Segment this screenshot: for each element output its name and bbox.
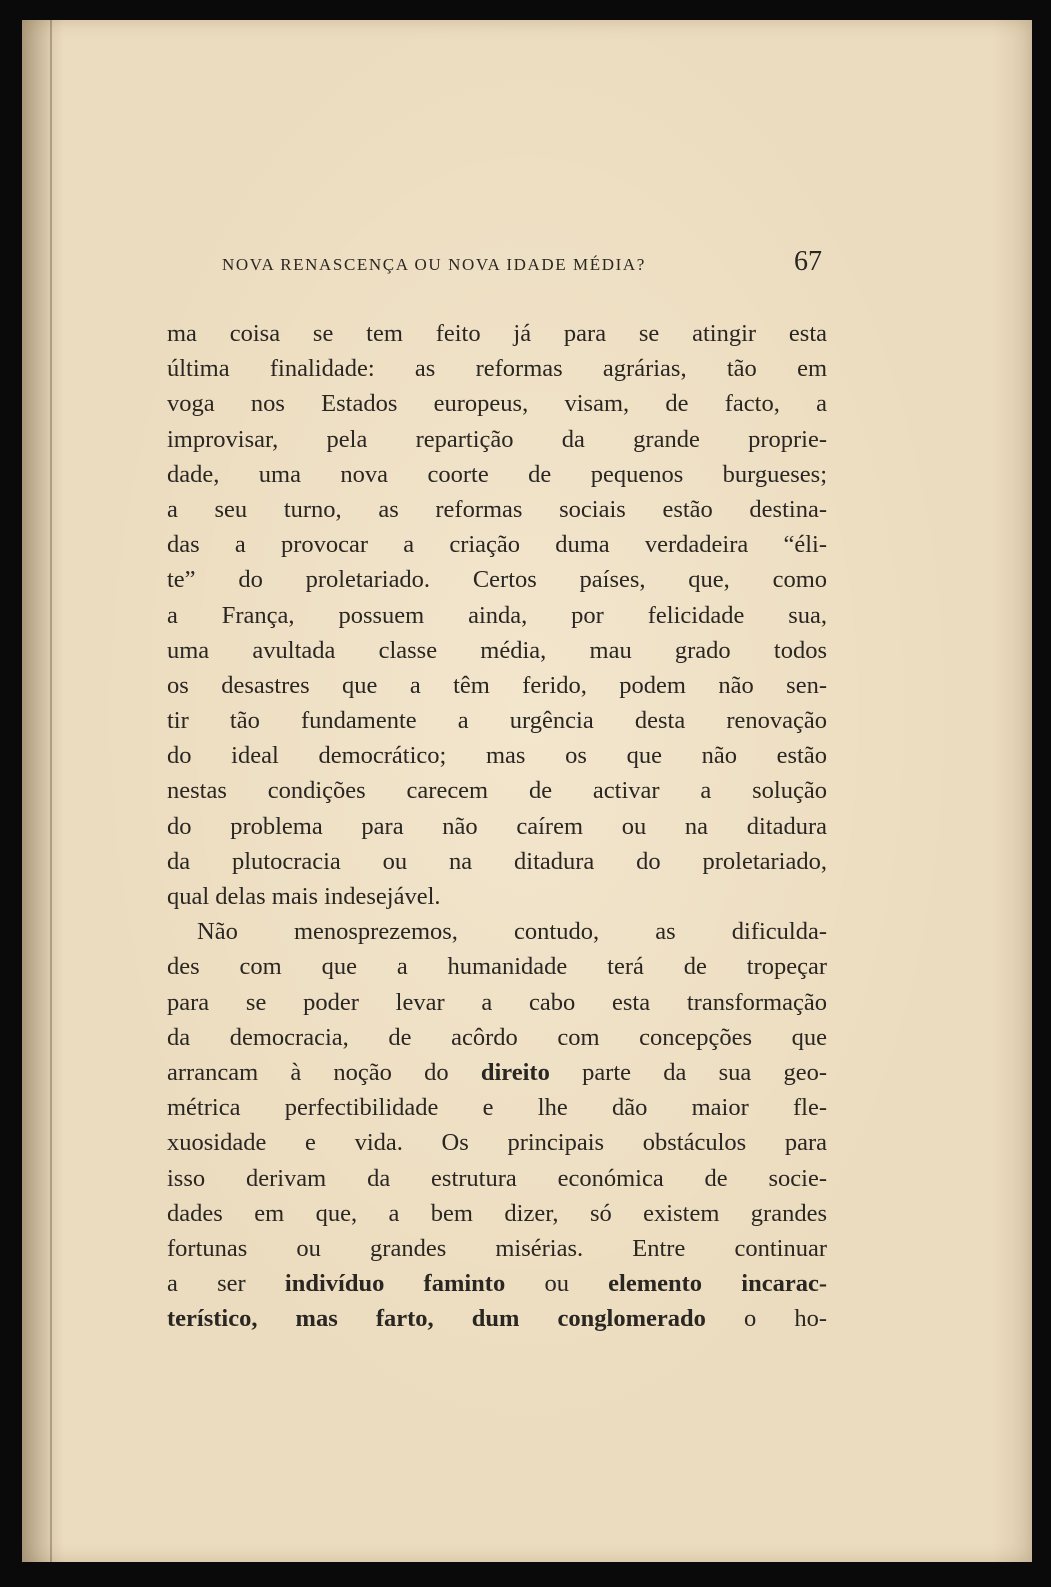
- text-line: xuosidade e vida. Os principais obstáculos para: [167, 1129, 827, 1157]
- text-line: métrica perfectibilidade e lhe dão maior fle-: [167, 1094, 827, 1122]
- text-line: das a provocar a criação duma verdadeira “éli-: [167, 531, 827, 559]
- paragraph-end-line: qual delas mais indesejável.: [167, 883, 441, 910]
- text-line: para se poder levar a cabo esta transformação: [167, 988, 827, 1016]
- page-gutter: [22, 20, 64, 1562]
- line-text: a ser: [167, 1270, 285, 1298]
- text-line: última finalidade: as reformas agrárias, tão em: [167, 355, 827, 383]
- text-line: ma coisa se tem feito já para se atingir esta: [167, 320, 827, 347]
- text-line: dade, uma nova coorte de pequenos burgueses;: [167, 460, 827, 488]
- text-line: nestas condições carecem de activar a solução: [167, 777, 827, 805]
- text-line: a seu turno, as reformas sociais estão destina-: [167, 495, 827, 523]
- text-line-with-bold: [167, 1266, 827, 1301]
- text-line: isso derivam da estrutura económica de socie-: [167, 1164, 827, 1192]
- body-text: [167, 316, 827, 1336]
- bold-term: elemento incarac-: [608, 1270, 827, 1298]
- running-title: NOVA RENASCENÇA OU NOVA IDADE MÉDIA?: [222, 255, 646, 274]
- bold-term: terístico, mas farto, dum conglomerado: [167, 1305, 706, 1333]
- text-line: uma avultada classe média, mau grado todos: [167, 636, 827, 664]
- running-head: [222, 244, 822, 284]
- text-line: da plutocracia ou na ditadura do proletariado,: [167, 847, 827, 875]
- text-line-with-bold: [167, 1301, 827, 1336]
- page-number: 67: [794, 246, 822, 277]
- text-line: improvisar, pela repartição da grande proprie-: [167, 425, 827, 453]
- bold-term: direito: [480, 1058, 550, 1086]
- paragraph-start-line: Não menosprezemos, contudo, as dificulda-: [197, 918, 827, 946]
- text-line: do ideal democrático; mas os que não estão: [167, 742, 827, 770]
- text-line: voga nos Estados europeus, visam, de facto, a: [167, 390, 827, 418]
- line-text: parte da sua geo-: [549, 1058, 827, 1086]
- text-line: os desastres que a têm ferido, podem não sen-: [167, 671, 827, 699]
- line-text: o ho-: [705, 1305, 827, 1333]
- text-line-with-bold: [167, 1055, 827, 1090]
- text-line: tir tão fundamente a urgência desta renovação: [167, 707, 827, 735]
- text-line: des com que a humanidade terá de tropeçar: [167, 953, 827, 981]
- text-line: a França, possuem ainda, por felicidade sua,: [167, 601, 827, 629]
- line-text: arrancam à noção do: [167, 1058, 481, 1086]
- line-text: ou: [505, 1270, 609, 1298]
- text-line: te” do proletariado. Certos países, que, como: [167, 566, 827, 594]
- bold-term: indivíduo faminto: [284, 1270, 506, 1298]
- text-line: do problema para não caírem ou na ditadura: [167, 812, 827, 840]
- book-page: [22, 20, 1032, 1562]
- text-line: fortunas ou grandes misérias. Entre continuar: [167, 1234, 827, 1262]
- text-line: dades em que, a bem dizer, só existem grandes: [167, 1199, 827, 1227]
- text-line: da democracia, de acôrdo com concepções que: [167, 1023, 827, 1051]
